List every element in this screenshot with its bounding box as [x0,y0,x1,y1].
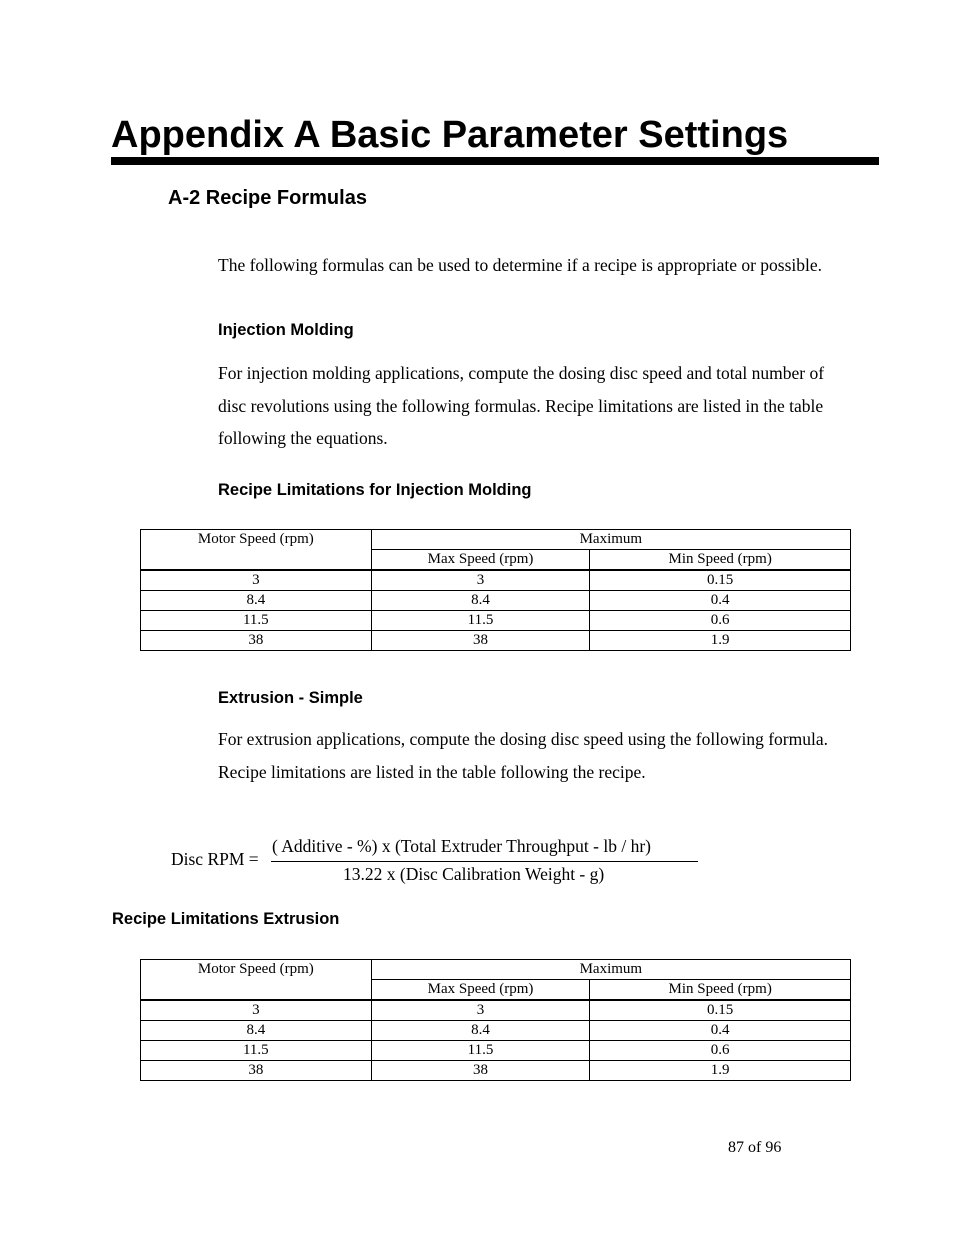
extrusion-line: For extrusion applications, compute the dosing disc speed using the following formula. [218,729,828,749]
cell-max-speed: 38 [371,631,590,651]
extrusion-table-heading: Recipe Limitations Extrusion [112,910,340,928]
title-rule [111,157,879,165]
cell-max-speed: 38 [371,1061,590,1081]
injection-table-heading: Recipe Limitations for Injection Molding [218,481,532,499]
injection-heading: Injection Molding [218,321,354,339]
table-header-row [141,960,851,980]
formula-numerator: ( Additive - %) x (Total Extruder Throughput - lb / hr) [272,836,651,856]
table-row [141,631,851,651]
cell-min-speed: 0.6 [590,1041,851,1061]
cell-min-speed: 0.15 [590,1000,851,1021]
cell-min-speed: 0.4 [590,591,851,611]
cell-motor-speed: 38 [141,631,372,651]
injection-line: For injection molding applications, compute the dosing disc speed and total number of [218,363,825,383]
table-row [141,1041,851,1061]
col-group-maximum: Maximum [371,960,850,980]
cell-max-speed: 8.4 [371,1021,590,1041]
cell-motor-speed: 11.5 [141,611,372,631]
cell-max-speed: 11.5 [371,611,590,631]
col-min-speed: Min Speed (rpm) [590,550,851,571]
formula-lhs: Disc RPM = [171,849,259,869]
table-row [141,1000,851,1021]
cell-motor-speed: 38 [141,1061,372,1081]
cell-max-speed: 8.4 [371,591,590,611]
appendix-title: Appendix A Basic Parameter Settings [111,114,789,156]
injection-line: following the equations. [218,428,388,448]
cell-motor-speed: 11.5 [141,1041,372,1061]
injection-line: disc revolutions using the following formulas. Recipe limitations are listed in the table [218,395,824,416]
cell-min-speed: 0.4 [590,1021,851,1041]
col-max-speed: Max Speed (rpm) [371,550,590,571]
cell-max-speed: 3 [371,1000,590,1021]
cell-min-speed: 1.9 [590,1061,851,1081]
cell-motor-speed: 8.4 [141,591,372,611]
section-title: A-2 Recipe Formulas [168,187,367,209]
col-group-maximum: Maximum [371,530,850,550]
extrusion-line: Recipe limitations are listed in the table following the recipe. [218,761,646,782]
extrusion-heading: Extrusion - Simple [218,689,363,707]
cell-min-speed: 0.6 [590,611,851,631]
formula-denominator: 13.22 x (Disc Calibration Weight - g) [343,864,605,884]
cell-motor-speed: 3 [141,570,372,591]
table-header-row [141,530,851,550]
intro-paragraph: The following formulas can be used to determine if a recipe is appropriate or possible. [218,255,823,275]
table-row [141,570,851,591]
page-number: 87 of 96 [728,1139,782,1156]
cell-min-speed: 1.9 [590,631,851,651]
table-row [141,611,851,631]
cell-max-speed: 3 [371,570,590,591]
injection-paragraph [218,357,824,455]
col-motor-speed: Motor Speed (rpm) [141,960,372,1001]
injection-limitations-table [140,529,851,651]
table-row [141,591,851,611]
cell-max-speed: 11.5 [371,1041,590,1061]
col-motor-speed: Motor Speed (rpm) [141,530,372,571]
cell-motor-speed: 3 [141,1000,372,1021]
col-min-speed: Min Speed (rpm) [590,980,851,1001]
cell-motor-speed: 8.4 [141,1021,372,1041]
extrusion-limitations-table [140,959,851,1081]
table-row [141,1021,851,1041]
extrusion-paragraph [218,723,828,788]
col-max-speed: Max Speed (rpm) [371,980,590,1001]
formula-fraction-line [271,861,698,862]
table-row [141,1061,851,1081]
cell-min-speed: 0.15 [590,570,851,591]
